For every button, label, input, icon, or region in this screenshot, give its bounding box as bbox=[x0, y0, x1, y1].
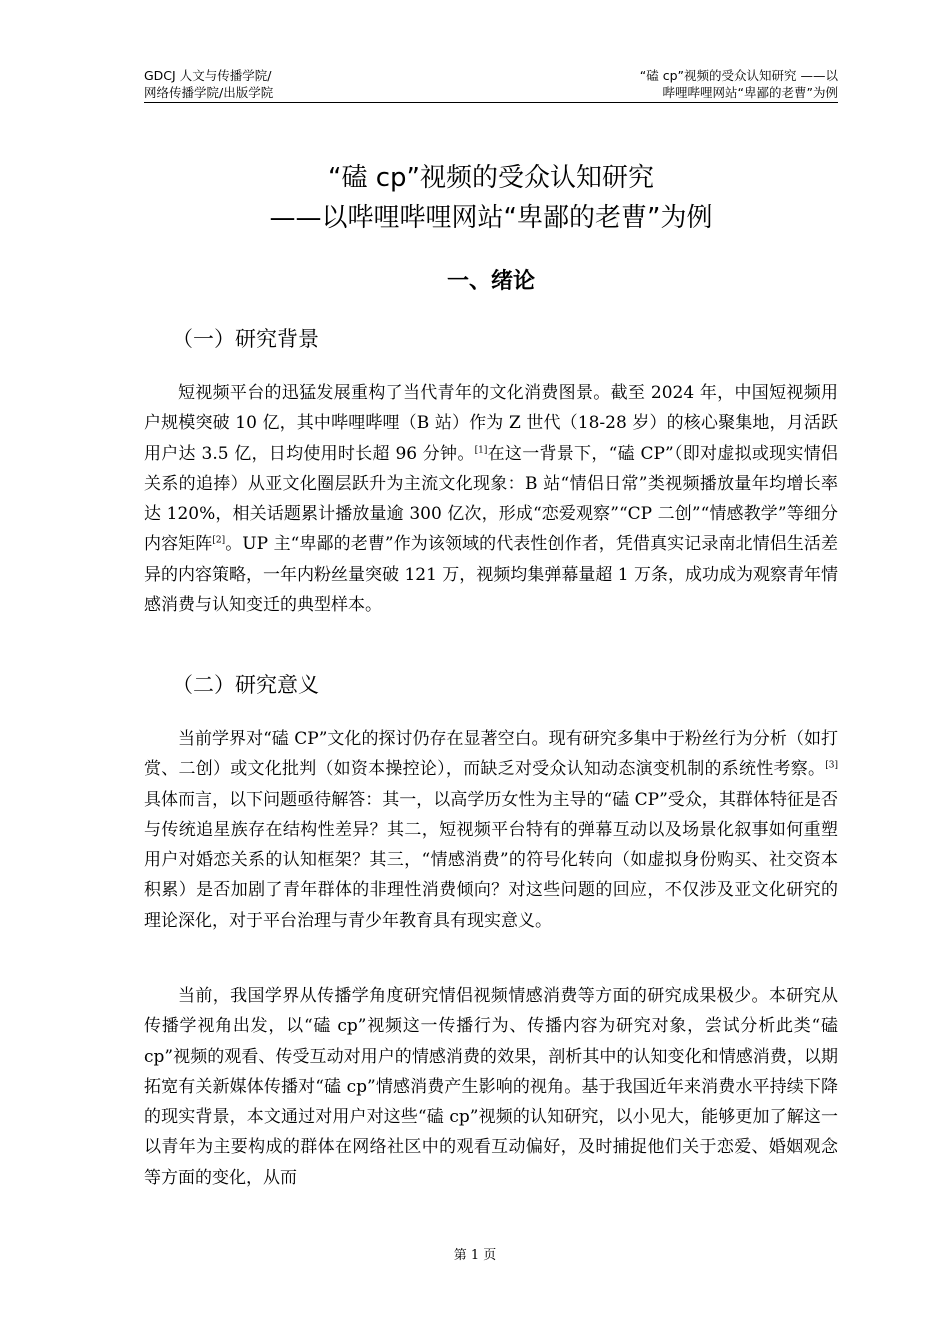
paragraph-background bbox=[144, 378, 838, 620]
paragraph-current-research: 当前，我国学界从传播学角度研究情侣视频情感消费等方面的研究成果极少。本研究从传播学视角出发，以“磕 cp”视频这一传播行为、传播内容为研究对象，尝试分析此类“磕 cp”视频的观看、传受互动对用户的情感消费的效果，剖析其中的认知变化和情感消费，以期拓宽有关新媒体传播对“磕 cp”情感消费产生影响的视角。基于我国近年来消费水平持续下降的现实背景，本文通过对用户对这些“磕 cp”视频的认知研究，以小见大，能够更加了解这一以青年为主要构成的群体在网络社区中的观看互动偏好，及时捕捉他们关于恋爱、婚姻观念等方面的变化，从而 bbox=[144, 986, 838, 1188]
page-header bbox=[144, 66, 838, 103]
header-left bbox=[144, 67, 273, 101]
citation-1: [1] bbox=[474, 444, 488, 455]
citation-3: [3] bbox=[825, 760, 838, 771]
subheading-research-significance: （二）研究意义 bbox=[172, 673, 319, 697]
header-left-line1: GDCJ 人文与传播学院/ bbox=[144, 68, 272, 83]
title-line2: ——以哔哩哔哩网站“卑鄙的老曹”为例 bbox=[269, 203, 713, 233]
paragraph-significance-part2: 具体而言，以下问题亟待解答：其一，以高学历女性为主导的“磕 CP”受众，其群体特征是否与传统追星族存在结构性差异？其二，短视频平台特有的弹幕互动以及场景化叙事如何重塑用户对婚恋关系的认知框架？其三，“情感消费”的符号化转向（如虚拟身份购买、社交资本积累）是否加剧了青年群体的非理性消费倾向？对这些问题的回应，不仅涉及亚文化研究的理论深化，对于平台治理与青少年教育具有现实意义。 bbox=[144, 789, 838, 931]
header-right-line2: 哔哩哔哩网站“卑鄙的老曹”为例 bbox=[662, 85, 838, 100]
header-left-line2: 网络传播学院/出版学院 bbox=[144, 85, 274, 100]
paragraph-background-part3: 。UP 主“卑鄙的老曹”作为该领域的代表性创作者，凭借真实记录南北情侣生活差异的内容策略，一年内粉丝量突破 121 万，视频均集弹幕量超 1 万条，成功成为观察青年情感消费与认知变迁的典型样本。 bbox=[144, 534, 838, 616]
subheading-research-background: （一）研究背景 bbox=[172, 327, 319, 351]
title-line1: “磕 cp”视频的受众认知研究 bbox=[327, 163, 654, 193]
header-right-line1: “磕 cp”视频的受众认知研究 ——以 bbox=[639, 68, 838, 83]
page-number: 第 1 页 bbox=[453, 1248, 497, 1263]
header-right bbox=[640, 67, 838, 101]
section-heading-introduction: 一、绪论 bbox=[446, 269, 535, 294]
paragraph-background-part2: 在这一背景下，“磕 CP”（即对虚拟或现实情侣关系的追捧）从亚文化圈层跃升为主流文化现象：B 站“情侣日常”类视频播放量年均增长率达 120%，相关话题累计播放量逾 300 亿次，形成“恋爱观察”“CP 二创”“情感教学”等细分内容矩阵 bbox=[144, 443, 838, 555]
document-title bbox=[144, 158, 838, 238]
paragraph-significance bbox=[144, 724, 838, 936]
paragraph-significance-part1: 当前学界对“磕 CP”文化的探讨仍存在显著空白。现有研究多集中于粉丝行为分析（如打赏、二创）或文化批判（如资本操控论），而缺乏对受众认知动态演变机制的系统性考察。 bbox=[144, 729, 838, 780]
paragraph-background-part1: 短视频平台的迅猛发展重构了当代青年的文化消费图景。截至 2024 年，中国短视频用户规模突破 10 亿，其中哔哩哔哩（B 站）作为 Z 世代（18-28 岁）的核心聚集地，月活跃用户达 3.5 亿，日均使用时长超 96 分钟。 bbox=[144, 383, 838, 464]
citation-2: [2] bbox=[212, 535, 226, 546]
